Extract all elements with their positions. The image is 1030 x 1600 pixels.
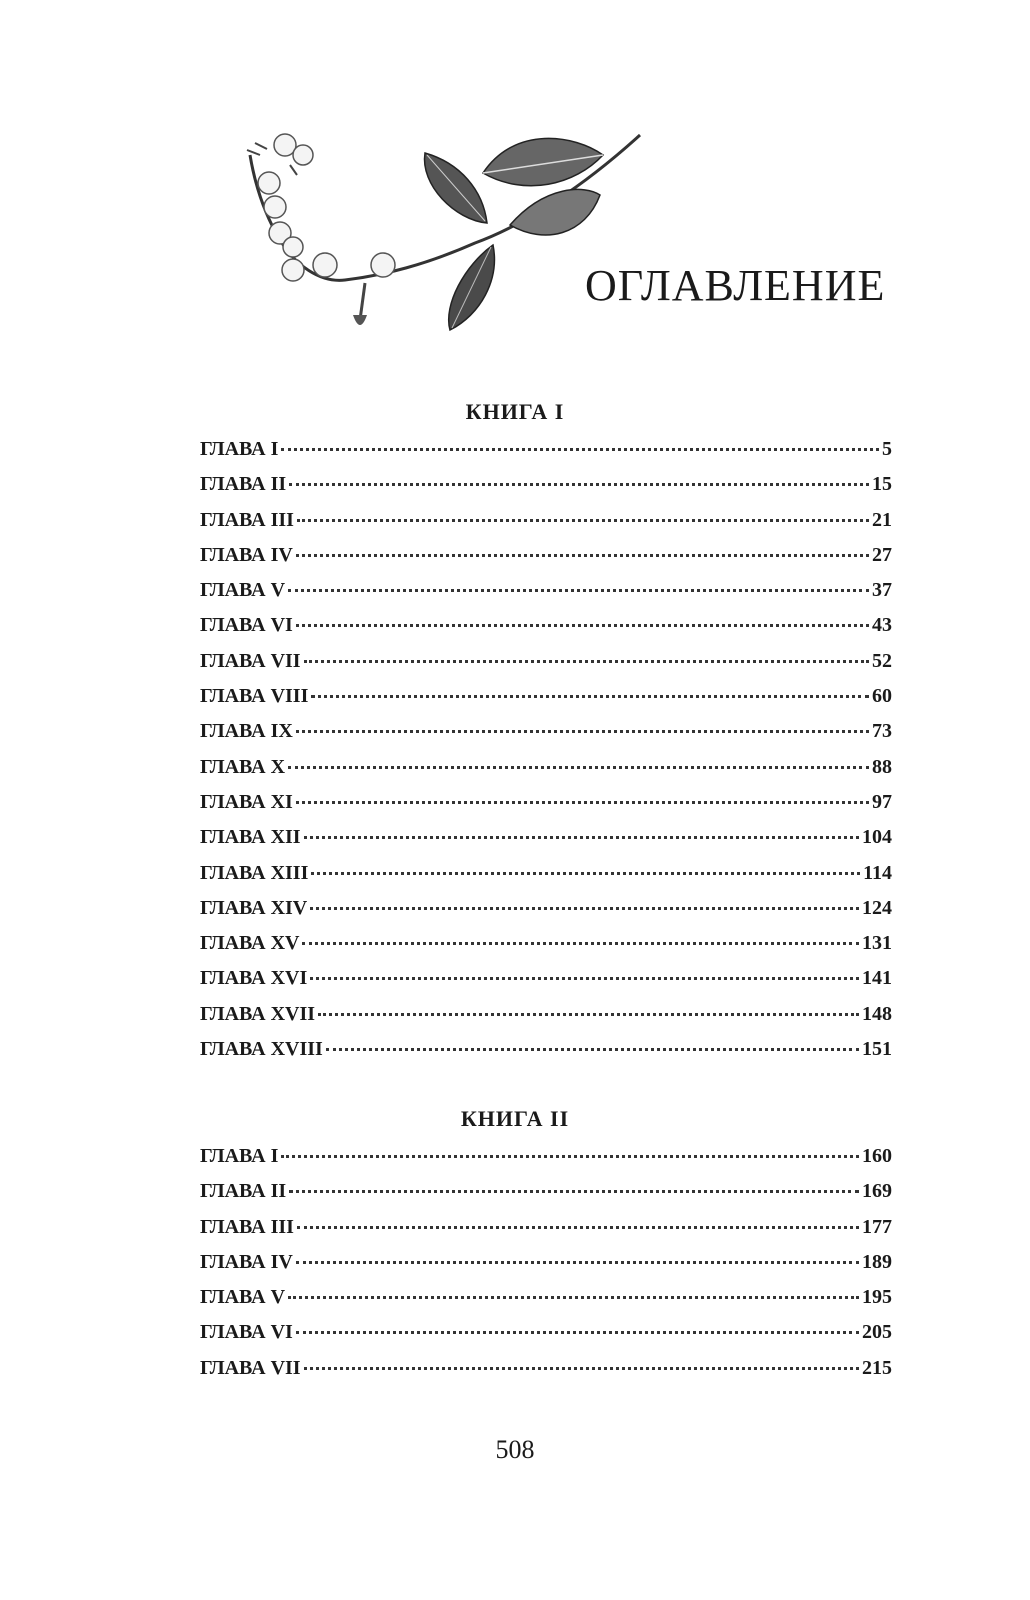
- book-heading: КНИГА I: [465, 399, 565, 424]
- chapter-title: ГЛАВА V: [200, 579, 286, 602]
- chapter-title: ГЛАВА X: [200, 755, 286, 778]
- dot-leader: [288, 748, 869, 769]
- chapter-title: ГЛАВА II: [200, 1180, 287, 1203]
- chapter-title: ГЛАВА XVI: [200, 967, 308, 990]
- chapter-title: ГЛАВА VI: [200, 614, 293, 637]
- dot-leader: [304, 642, 869, 663]
- toc-entry[interactable]: [200, 1212, 892, 1247]
- toc-entry[interactable]: [200, 787, 892, 822]
- dot-leader: [296, 536, 869, 557]
- dot-leader: [311, 677, 869, 698]
- chapter-title: ГЛАВА VII: [200, 1356, 301, 1379]
- toc-entry[interactable]: [200, 752, 892, 787]
- dot-leader: [288, 1278, 859, 1299]
- chapter-title: ГЛАВА V: [200, 1286, 286, 1309]
- chapter-title: ГЛАВА VIII: [200, 685, 309, 708]
- dot-leader: [281, 1137, 859, 1158]
- chapter-page-number: 21: [872, 508, 892, 531]
- dot-leader: [288, 571, 869, 592]
- chapter-page-number: 5: [882, 438, 892, 460]
- dot-leader: [289, 1172, 859, 1193]
- toc-entry[interactable]: [200, 928, 892, 963]
- toc-entry[interactable]: [200, 646, 892, 681]
- chapter-title: ГЛАВА VI: [200, 1321, 293, 1344]
- toc-entry[interactable]: [200, 1034, 892, 1069]
- toc-entry[interactable]: [200, 540, 892, 575]
- chapter-page-number: 73: [872, 720, 892, 743]
- toc-entry[interactable]: [200, 858, 892, 893]
- chapter-page-number: 141: [862, 967, 892, 990]
- chapter-page-number: 43: [872, 614, 892, 637]
- toc-list: [200, 1141, 892, 1388]
- chapter-title: ГЛАВА XIII: [200, 861, 309, 884]
- chapter-title: ГЛАВА IV: [200, 1250, 293, 1273]
- toc-entry[interactable]: [200, 1141, 892, 1176]
- dot-leader: [304, 1349, 859, 1370]
- toc-entry[interactable]: [200, 1247, 892, 1282]
- chapter-title: ГЛАВА XVIII: [200, 1038, 323, 1061]
- chapter-title: ГЛАВА XVII: [200, 1002, 316, 1025]
- chapter-title: ГЛАВА IX: [200, 720, 293, 743]
- book-heading: КНИГА II: [460, 1106, 570, 1131]
- chapter-page-number: 151: [862, 1038, 892, 1061]
- toc-entry[interactable]: [200, 1353, 892, 1388]
- toc-entry[interactable]: [200, 434, 892, 469]
- page-title: ОГЛАВЛЕНИЕ: [585, 261, 886, 310]
- chapter-title: ГЛАВА XII: [200, 826, 301, 849]
- dot-leader: [297, 501, 869, 522]
- dot-leader: [310, 889, 859, 910]
- chapter-page-number: 37: [872, 579, 892, 602]
- chapter-page-number: 114: [863, 861, 892, 884]
- chapter-page-number: 15: [872, 473, 892, 496]
- toc-list: [200, 434, 892, 1069]
- chapter-page-number: 205: [862, 1321, 892, 1344]
- chapter-page-number: 169: [862, 1180, 892, 1203]
- chapter-page-number: 160: [862, 1145, 892, 1167]
- chapter-title: ГЛАВА XIV: [200, 896, 308, 919]
- dot-leader: [296, 1313, 859, 1334]
- chapter-page-number: 124: [862, 896, 892, 919]
- dot-leader: [296, 783, 869, 804]
- chapter-title: ГЛАВА XI: [200, 790, 293, 813]
- chapter-title: ГЛАВА I: [200, 1145, 279, 1167]
- dot-leader: [302, 924, 859, 945]
- chapter-title: ГЛАВА III: [200, 1215, 294, 1238]
- dot-leader: [289, 465, 869, 486]
- dot-leader: [311, 854, 860, 875]
- dot-leader: [297, 1208, 859, 1229]
- chapter-page-number: 215: [862, 1356, 892, 1379]
- toc-entry[interactable]: [200, 610, 892, 645]
- chapter-page-number: 131: [862, 932, 892, 955]
- chapter-page-number: 97: [872, 790, 892, 813]
- chapter-title: ГЛАВА XV: [200, 932, 300, 955]
- toc-entry[interactable]: [200, 575, 892, 610]
- chapter-title: ГЛАВА I: [200, 438, 279, 460]
- chapter-page-number: 27: [872, 543, 892, 566]
- dot-leader: [310, 959, 859, 980]
- chapter-page-number: 189: [862, 1250, 892, 1273]
- dot-leader: [326, 1030, 859, 1051]
- chapter-page-number: 60: [872, 685, 892, 708]
- chapter-title: ГЛАВА III: [200, 508, 294, 531]
- toc-entry[interactable]: [200, 1317, 892, 1352]
- toc-entry[interactable]: [200, 963, 892, 998]
- dot-leader: [318, 995, 859, 1016]
- toc-entry[interactable]: [200, 1282, 892, 1317]
- chapter-page-number: 88: [872, 755, 892, 778]
- chapter-page-number: 177: [862, 1215, 892, 1238]
- toc-entry[interactable]: [200, 822, 892, 857]
- chapter-page-number: 104: [862, 826, 892, 849]
- toc-entry[interactable]: [200, 505, 892, 540]
- dot-leader: [281, 430, 879, 451]
- dot-leader: [296, 606, 869, 627]
- berry-branch-icon: [225, 125, 650, 350]
- chapter-title: ГЛАВА IV: [200, 543, 293, 566]
- chapter-title: ГЛАВА II: [200, 473, 287, 496]
- dot-leader: [304, 818, 859, 839]
- chapter-page-number: 195: [862, 1286, 892, 1309]
- toc-entry[interactable]: [200, 681, 892, 716]
- page-number: 508: [495, 1435, 535, 1464]
- toc-entry[interactable]: [200, 469, 892, 504]
- dot-leader: [296, 712, 869, 733]
- chapter-page-number: 148: [862, 1002, 892, 1025]
- chapter-page-number: 52: [872, 649, 892, 672]
- toc-entry[interactable]: [200, 893, 892, 928]
- chapter-title: ГЛАВА VII: [200, 649, 301, 672]
- toc-entry[interactable]: [200, 716, 892, 751]
- toc-entry[interactable]: [200, 999, 892, 1034]
- dot-leader: [296, 1243, 859, 1264]
- toc-entry[interactable]: [200, 1176, 892, 1211]
